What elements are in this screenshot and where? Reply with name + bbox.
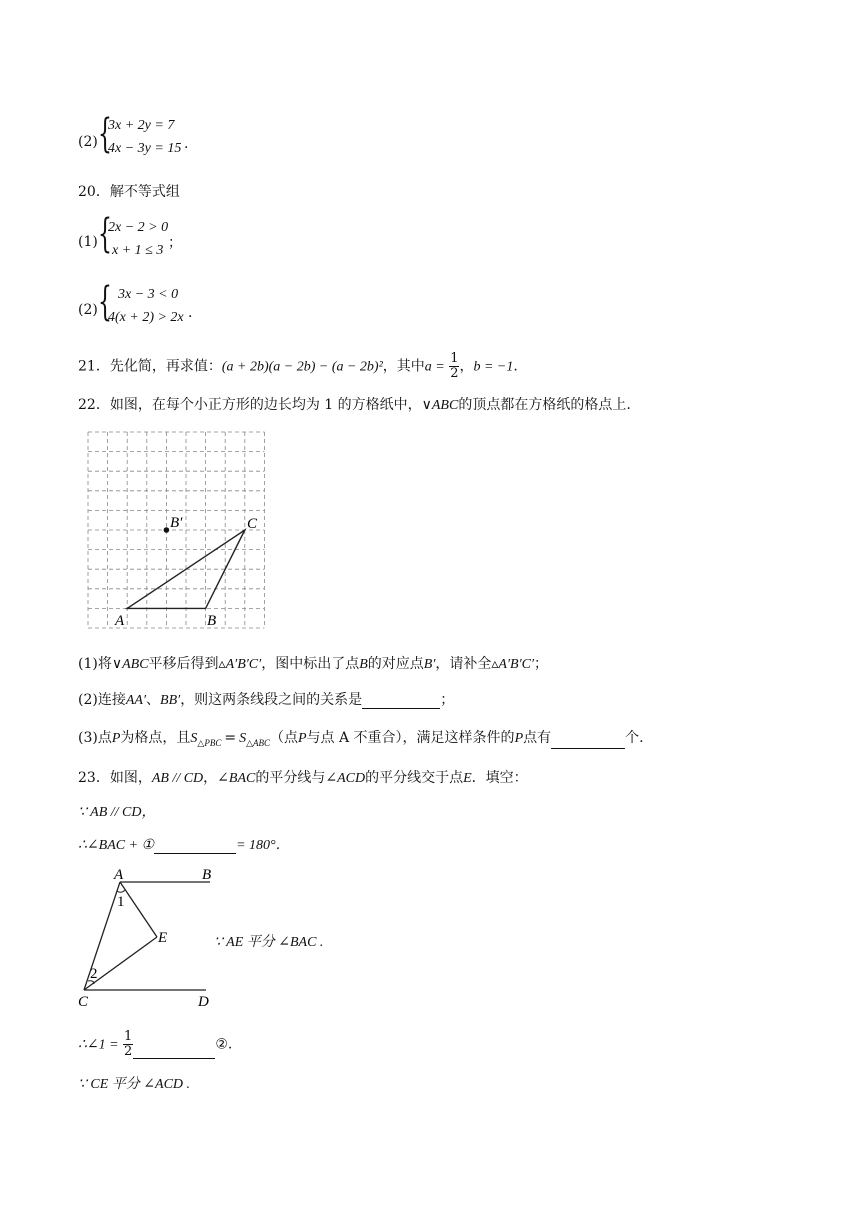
- label-c: C: [78, 994, 89, 1010]
- q22-p3-p2: P: [297, 731, 307, 746]
- label-b: B: [202, 867, 212, 883]
- q20-part1-eq1: 2x − 2 > 0: [108, 220, 169, 235]
- q22-part3: [78, 727, 644, 749]
- q22-p3-s1: S: [190, 731, 198, 746]
- q19-part2-brace: {: [98, 111, 112, 157]
- q22-p3-eq: =: [224, 730, 237, 746]
- q22-p3-c: （点: [269, 730, 298, 746]
- q22-p1-f: ；: [534, 656, 549, 672]
- q22-part1: [78, 653, 548, 673]
- q23-stem-a: 23．如图，: [78, 770, 152, 786]
- q22-p1-tri: ∨ABC: [111, 657, 149, 672]
- point-b-prime: [164, 527, 170, 533]
- q22-p1-tri2: ▵A′B′C′: [218, 657, 262, 672]
- q21-a-lhs: a =: [424, 359, 445, 375]
- q22-stem-a: 22．如图，在每个小正方形的边长均为 1 的方格纸中，: [78, 397, 422, 413]
- q21-b-expression: b = −1: [473, 359, 514, 375]
- q21-mid: ，其中: [382, 358, 425, 375]
- label-b: B: [207, 613, 217, 629]
- q20-title: 20．解不等式组: [78, 184, 180, 200]
- q20-part2-brace: {: [98, 279, 112, 325]
- q20-part1-brace: {: [98, 211, 112, 257]
- q21-lead: 21．先化简，再求值：: [78, 358, 222, 375]
- q20-part1-eq2: x + 1 ≤ 3: [112, 243, 164, 258]
- q22-p1-point-b: B: [359, 657, 368, 672]
- q22-p2-a: (2)连接: [78, 692, 126, 708]
- label-c: C: [247, 516, 258, 532]
- q23-side-note: ∵ AE 平分 ∠BAC .: [214, 935, 324, 950]
- q22-p1-tri3: ▵A′B′C′: [491, 657, 535, 672]
- q23-blank-1[interactable]: [154, 839, 236, 854]
- q22-p1-c: ，图中标出了点: [261, 656, 360, 672]
- label-a: A: [115, 613, 125, 629]
- q22-p2-aa: AA′: [125, 693, 147, 708]
- q22-p1-d: 的对应点: [367, 656, 424, 672]
- q22-p1-a: (1)将: [78, 656, 112, 672]
- q19-part2-eq2: 4x − 3y = 15: [108, 141, 182, 156]
- q23-stem-d: 的平分线交于点: [365, 770, 464, 786]
- q22-part2-answer-blank[interactable]: [362, 694, 440, 709]
- q23-half-num: 1: [124, 1029, 133, 1044]
- q20-part1-label: (1): [78, 234, 98, 250]
- q20-part2-eq2: 4(x + 2) > 2x: [108, 310, 184, 325]
- q23-therefore-2-b: ②.: [215, 1036, 233, 1053]
- q22-p1-e: ，请补全: [435, 656, 492, 672]
- q22-p3-e: 点有: [523, 730, 552, 746]
- label-d: D: [198, 994, 209, 1010]
- q21-a-num: 1: [450, 351, 459, 366]
- q22-p3-s2: S: [239, 731, 247, 746]
- label-angle-1: 1: [117, 894, 125, 910]
- segment-ae: [120, 882, 157, 937]
- q19-part2-label: (2): [78, 134, 98, 150]
- segment-ce: [84, 937, 157, 990]
- q22-p2-b: 、: [146, 692, 161, 708]
- q22-p1-point-b-prime: B′: [423, 657, 436, 672]
- q19-part2-end: .: [184, 136, 189, 152]
- q23-therefore-1-a: ∴∠BAC + ①: [78, 838, 155, 853]
- q20-part2-end: .: [188, 305, 193, 321]
- q23-stem: [78, 767, 528, 787]
- q23-therefore-2: [78, 1030, 232, 1059]
- q22-stem-b: 的顶点都在方格纸的格点上.: [458, 397, 631, 413]
- q22-p3-end: 个.: [625, 730, 644, 746]
- q22-part3-answer-blank[interactable]: [551, 734, 625, 749]
- q21-a-fraction: [449, 352, 459, 381]
- q23-stem-c: 的平分线与: [255, 770, 326, 786]
- q23-half-fraction: [123, 1030, 133, 1059]
- q23-because-2: ∵ CE 平分 ∠ACD .: [78, 1077, 191, 1092]
- label-b-prime: B′: [170, 515, 183, 531]
- q21-expression: (a + 2b)(a − 2b) − (a − 2b)²: [221, 359, 383, 375]
- q22-part2: [78, 689, 454, 709]
- q23-therefore-2-a: ∴∠1 =: [78, 1037, 119, 1053]
- q22-triangle-abc: ∨ABC: [421, 398, 459, 413]
- q19-part2-eq1: 3x + 2y = 7: [108, 118, 175, 133]
- q23-figure: [72, 864, 232, 1012]
- q23-half-den: 2: [124, 1044, 133, 1059]
- q22-p1-b: 平移后得到: [148, 656, 219, 672]
- q22-p3-p: P: [111, 731, 121, 746]
- q21-sep: ，: [459, 358, 474, 375]
- q22-stem: [78, 394, 631, 414]
- q20-part2-eq1: 3x − 3 < 0: [118, 287, 179, 302]
- label-angle-2: 2: [90, 966, 98, 982]
- q22-p2-bb: BB′: [160, 693, 181, 708]
- q22-p3-a: (3)点: [78, 730, 112, 746]
- q23-angle-bac: ∠BAC: [217, 771, 256, 786]
- q23-ab-parallel-cd: AB // CD: [151, 771, 204, 786]
- q22-p2-c: ，则这两条线段之间的关系是: [180, 692, 363, 708]
- q23-point-e: E: [463, 771, 472, 786]
- q23-therefore-1: [78, 834, 290, 854]
- q22-p3-b: 为格点，且: [120, 730, 191, 746]
- q21-a-den: 2: [450, 366, 459, 381]
- q23-stem-b: ，: [203, 770, 218, 786]
- q22-p2-end: ；: [440, 692, 455, 708]
- angle-1-arc: [117, 890, 125, 892]
- q22-p3-p3: P: [514, 731, 524, 746]
- q20-part1-end: ；: [168, 235, 182, 251]
- q21-line: [78, 352, 518, 381]
- label-e: E: [158, 930, 168, 946]
- q22-p3-s2-sub: △ABC: [246, 737, 270, 748]
- q20-part2-label: (2): [78, 302, 98, 318]
- q21-end: .: [513, 358, 518, 375]
- q23-blank-2[interactable]: [133, 1044, 215, 1059]
- q23-angle-acd: ∠ACD: [325, 771, 366, 786]
- q23-because-1: ∵ AB // CD，: [78, 805, 156, 820]
- q23-stem-e: ．填空：: [471, 770, 528, 786]
- q22-p3-d: 与点 A 不重合），满足这样条件的: [306, 730, 515, 746]
- label-a: A: [114, 867, 124, 883]
- q22-grid-figure: [78, 424, 278, 634]
- q23-therefore-1-b: = 180°．: [236, 838, 290, 853]
- q22-p3-s1-sub: △PBC: [197, 737, 222, 748]
